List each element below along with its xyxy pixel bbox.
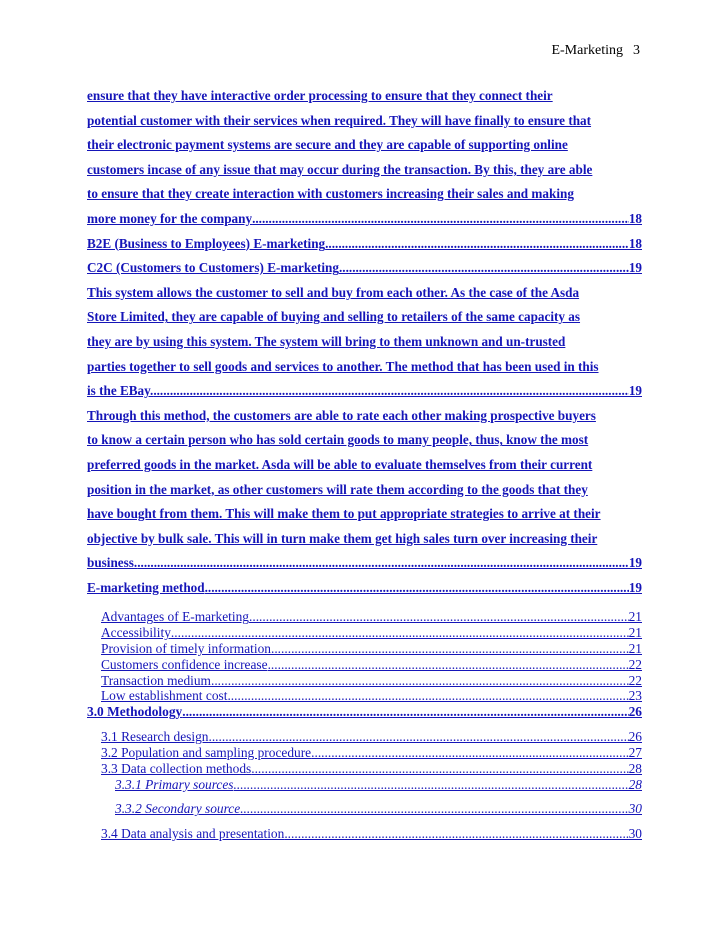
toc-entry-page: 28 xyxy=(628,760,642,776)
toc-line[interactable]: customers incase of any issue that may occur during the transaction. By this, they are able xyxy=(87,161,593,177)
toc-entry-page: 18 xyxy=(628,235,642,251)
toc-subsubentry[interactable] xyxy=(87,777,642,793)
toc-subentry[interactable] xyxy=(87,729,642,745)
dot-leader xyxy=(205,576,629,601)
spacer xyxy=(87,600,642,609)
toc-entry-text: Low establishment cost xyxy=(101,688,228,704)
toc-line[interactable]: to know a certain person who has sold certain goods to many people, thus, know the most xyxy=(87,432,589,448)
toc-entry-text: 3.3.1 Primary sources xyxy=(115,776,234,792)
toc-entry-page: 26 xyxy=(628,704,642,720)
toc-entry-page: 26 xyxy=(628,729,642,745)
dot-leader xyxy=(227,688,628,704)
toc-entry-text: C2C (Customers to Customers) E-marketing xyxy=(87,260,339,276)
toc-entry-text: is the EBay. xyxy=(87,383,154,399)
dot-leader xyxy=(234,777,629,793)
toc-entry-text: Advantages of E-marketing xyxy=(101,609,249,625)
toc-entry-page: 21 xyxy=(628,609,642,625)
dot-leader xyxy=(153,379,628,404)
dot-leader xyxy=(137,551,629,576)
toc-entry-page: 30 xyxy=(628,826,642,842)
toc-entry-c2c[interactable] xyxy=(87,256,642,281)
toc-line[interactable]: potential customer with their services when required. They will have finally to ensure that xyxy=(87,112,592,128)
dot-leader xyxy=(182,704,628,720)
toc-subentry[interactable] xyxy=(87,673,642,689)
toc-line[interactable]: parties together to sell goods and services to another. The method that has been used in this xyxy=(87,358,599,374)
toc-line[interactable]: to ensure that they create interaction with customers increasing their sales and making xyxy=(87,186,574,202)
toc-subentry[interactable] xyxy=(87,688,642,704)
dot-leader xyxy=(271,641,629,657)
toc-line[interactable]: ensure that they have interactive order processing to ensure that they connect their xyxy=(87,88,553,103)
toc-entry-page: 30 xyxy=(628,801,642,817)
dot-leader xyxy=(339,256,629,281)
toc-entry-text: 3.3.2 Secondary source xyxy=(115,801,241,817)
toc-entry-page: 18 xyxy=(628,210,642,226)
toc-entry-text: business. xyxy=(87,555,138,571)
dot-leader xyxy=(311,745,628,761)
toc-entry-text: 3.3 Data collection methods xyxy=(101,760,252,776)
toc-entry[interactable] xyxy=(87,551,642,576)
toc-entry-page: 27 xyxy=(628,745,642,761)
toc-subentry[interactable] xyxy=(87,609,642,625)
toc-line[interactable]: they are by using this system. The system will bring to them unknown and un-trusted xyxy=(87,333,566,349)
toc-entry-page: 19 xyxy=(628,260,642,276)
toc-line[interactable]: have bought from them. This will make them to put appropriate strategies to arrive at their xyxy=(87,506,601,522)
toc-entry-text: B2E (Business to Employees) E-marketing xyxy=(87,235,326,251)
toc-line[interactable]: position in the market, as other customers will rate them according to the goods that they xyxy=(87,481,588,497)
toc-entry-page: 22 xyxy=(628,656,642,672)
toc-subentry[interactable] xyxy=(87,625,642,641)
dot-leader xyxy=(325,232,629,257)
dot-leader xyxy=(249,609,629,625)
dot-leader xyxy=(268,657,629,673)
toc-entry-page: 22 xyxy=(628,672,642,688)
table-of-contents xyxy=(87,84,642,842)
toc-entry-page: 19 xyxy=(628,579,642,595)
toc-line[interactable]: their electronic payment systems are secure and they are capable of supporting online xyxy=(87,137,568,153)
spacer xyxy=(87,817,642,826)
toc-entry[interactable] xyxy=(87,207,642,232)
dot-leader xyxy=(284,826,628,842)
toc-line[interactable]: Through this method, the customers are able to rate each other making prospective buyers xyxy=(87,407,596,423)
toc-entry-text: more money for the company xyxy=(87,210,253,226)
toc-entry-text: 3.0 Methodology xyxy=(87,704,183,720)
toc-entry-emarketing-method[interactable] xyxy=(87,576,642,601)
toc-entry[interactable] xyxy=(87,379,642,404)
toc-entry-text: 3.2 Population and sampling procedure xyxy=(101,745,312,761)
spacer xyxy=(87,792,642,801)
dot-leader xyxy=(211,673,629,689)
toc-subsubentry[interactable] xyxy=(87,801,642,817)
toc-line[interactable]: preferred goods in the market. Asda will be able to evaluate themselves from their current xyxy=(87,456,593,472)
spacer xyxy=(87,720,642,729)
toc-entry-page: 19 xyxy=(628,383,642,399)
dot-leader xyxy=(251,761,628,777)
toc-subentry[interactable] xyxy=(87,641,642,657)
toc-entry-page: 21 xyxy=(628,625,642,641)
running-header xyxy=(551,43,640,59)
toc-entry-methodology[interactable] xyxy=(87,704,642,720)
toc-entry-text: Transaction medium xyxy=(101,672,211,688)
toc-subentry[interactable] xyxy=(87,826,642,842)
toc-entry-text: Provision of timely information xyxy=(101,641,271,657)
toc-entry-text: Customers confidence increase xyxy=(101,656,268,672)
toc-line[interactable]: objective by bulk sale. This will in turn make them get high sales turn over increasing their xyxy=(87,530,598,546)
toc-entry-text: 3.1 Research design xyxy=(101,729,209,745)
dot-leader xyxy=(208,729,628,745)
dot-leader xyxy=(171,625,629,641)
toc-entry-page: 23 xyxy=(628,688,642,704)
toc-entry-text: E-marketing method xyxy=(87,579,205,595)
page-number: 3 xyxy=(633,43,640,58)
header-title: E-Marketing xyxy=(551,43,623,58)
toc-entry-page: 28 xyxy=(628,776,642,792)
toc-entry-page: 19 xyxy=(628,555,642,571)
toc-subentry[interactable] xyxy=(87,657,642,673)
toc-entry-b2e[interactable] xyxy=(87,232,642,257)
toc-subentry[interactable] xyxy=(87,745,642,761)
toc-subentry[interactable] xyxy=(87,761,642,777)
toc-entry-text: Accessibility xyxy=(101,625,171,641)
dot-leader xyxy=(240,801,628,817)
toc-line[interactable]: This system allows the customer to sell and buy from each other. As the case of the Asda xyxy=(87,284,580,300)
dot-leader xyxy=(252,207,629,232)
toc-line[interactable]: Store Limited, they are capable of buying and selling to retailers of the same capacity as xyxy=(87,309,581,325)
toc-entry-text: 3.4 Data analysis and presentation xyxy=(101,826,285,842)
toc-entry-page: 21 xyxy=(628,641,642,657)
